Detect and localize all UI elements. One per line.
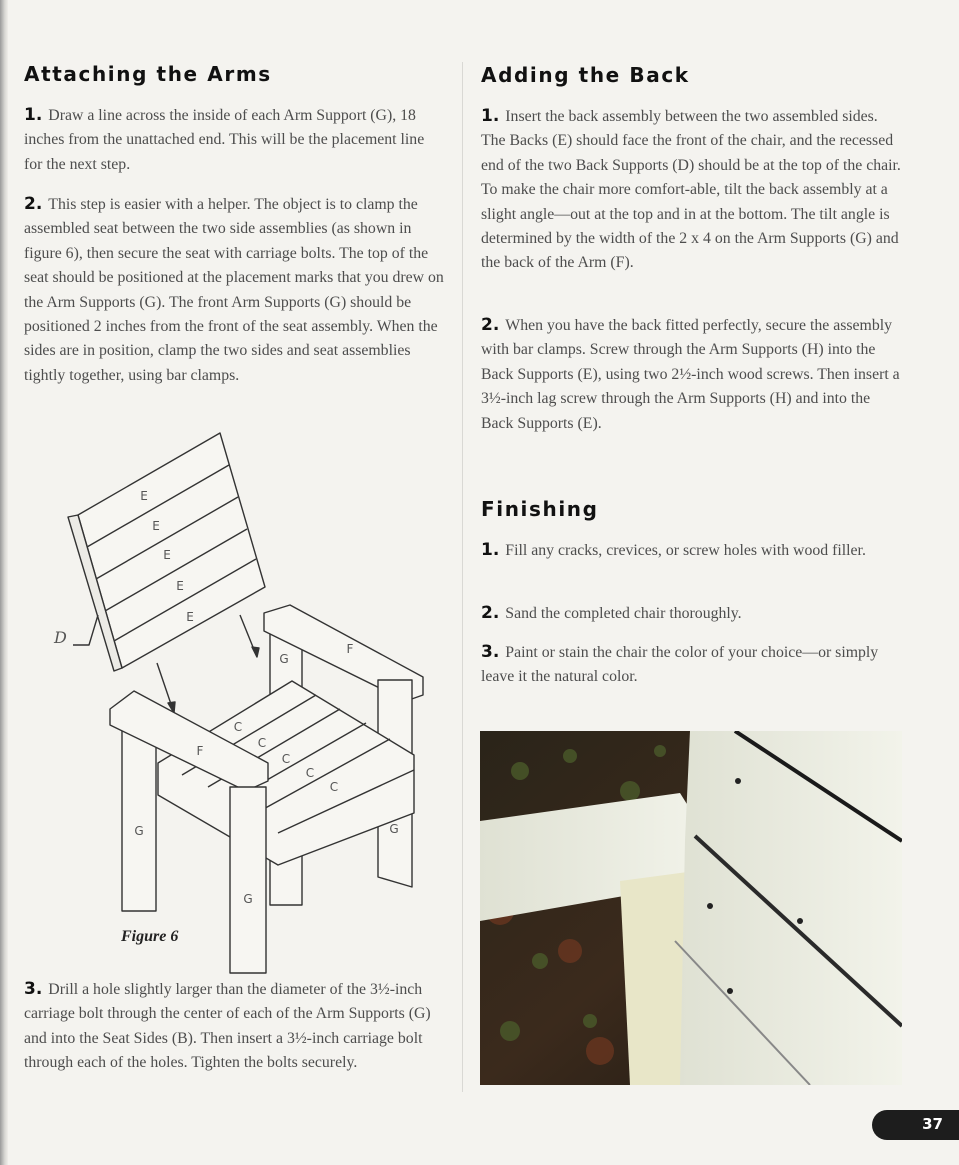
label-g: G [243,892,253,906]
label-e: E [176,579,184,593]
label-f: F [346,642,354,656]
label-d: D [54,628,67,647]
chair-photo-image [480,731,902,1085]
chair-assembly-figure [40,425,460,980]
left-step-2 [24,192,446,388]
label-c: C [233,720,243,734]
step-text: When you have the back fitted perfectly, secure the assembly with bar clamps. Screw through the Arm Supports (H) into the Back Supports (E), using two 2½-inch wood screws. Then insert a 3½-inch lag screw through the Arm Supports (H) and into the Back Supports (E). [481,317,900,432]
heading-attaching-arms: Attaching the Arms [24,62,272,86]
label-e: E [140,489,148,503]
back-step-1 [481,104,905,276]
label-c: C [281,752,291,766]
step-text: Drill a hole slightly larger than the diameter of the 3½-inch carriage bolt through the center of each of the Arm Supports (G) and into the Seat Sides (B). Then insert a 3½-inch carriage bolt through each of the holes. Tighten the bolts securely. [24,981,431,1072]
chair-drawing [40,425,460,980]
step-text: Draw a line across the inside of each Arm Support (G), 18 inches from the unattached end. This will be the placement line for the next step. [24,107,425,173]
finish-step-2 [481,601,905,626]
label-c: C [329,780,339,794]
page-number: 37 [922,1115,943,1133]
figure-caption: Figure 6 [121,928,179,945]
step-text: Paint or stain the chair the color of your choice—or simply leave it the natural color. [481,644,879,686]
finished-chair-photo [480,731,902,1085]
step-number: 3. [24,979,43,999]
step-text: Fill any cracks, crevices, or screw holes with wood filler. [505,542,866,559]
finish-step-3 [481,640,905,690]
finish-step-1 [481,538,905,563]
step-number: 1. [24,105,43,125]
step-number: 1. [481,540,500,560]
step-text: This step is easier with a helper. The object is to clamp the assembled seat between the two side assemblies (as shown in figure 6), then secure the seat with carriage bolts. The top of the seat should be positioned at the placement marks that you drew on the Arm Supports (G). The front Arm Supports (G) should be positioned 2 inches from the front of the seat assembly. When the sides are in position, clamp the two sides and seat assemblies tightly together, using bar clamps. [24,196,444,384]
label-e: E [163,548,171,562]
heading-finishing: Finishing [481,497,599,521]
step-text: Insert the back assembly between the two assembled sides. The Backs (E) should face the front of the chair, and the recessed end of the two Back Supports (D) should be at the top of the chair. To make the chair more comfort-able, tilt the back assembly at a slight angle—out at the top and in at the bottom. The tilt angle is determined by the width of the 2 x 4 on the Arm Supports (G) and the back of the Arm (F). [481,108,901,272]
label-g: G [389,822,399,836]
step-number: 1. [481,106,500,126]
label-c: C [257,736,267,750]
label-e: E [152,519,160,533]
label-g: G [279,652,289,666]
step-number: 2. [481,315,500,335]
left-step-3 [24,977,448,1076]
step-number: 2. [24,194,43,214]
column-divider [462,62,463,1092]
label-f: F [196,744,204,758]
page-edge [0,0,8,1165]
step-number: 2. [481,603,500,623]
back-step-2 [481,313,905,436]
left-step-1 [24,103,444,177]
label-e: E [186,610,194,624]
heading-adding-back: Adding the Back [481,63,690,87]
step-number: 3. [481,642,500,662]
label-g: G [134,824,144,838]
page-number-tab [872,1110,959,1140]
label-c: C [305,766,315,780]
step-text: Sand the completed chair thoroughly. [505,605,742,622]
